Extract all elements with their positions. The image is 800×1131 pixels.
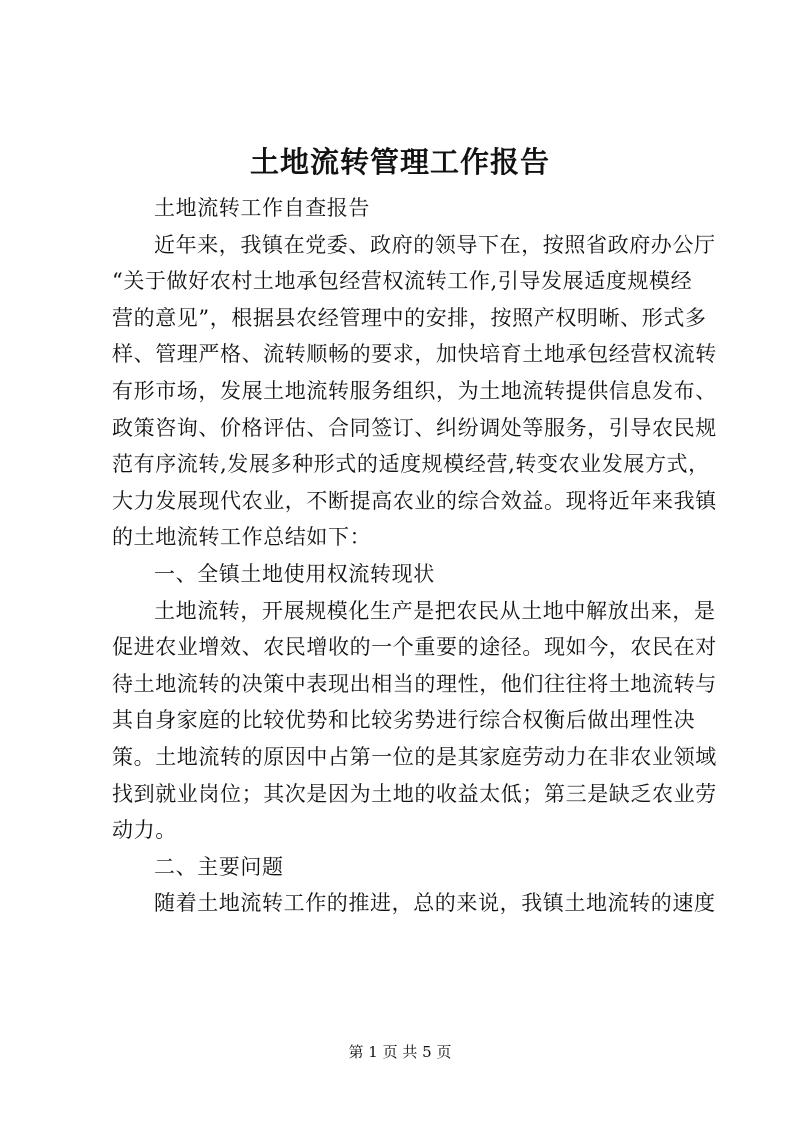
paragraph-line: 政策咨询、价格评估、合同签订、纠纷调处等服务，引导农民规 <box>112 415 717 440</box>
paragraph-line: 其自身家庭的比较优势和比较劣势进行综合权衡后做出理性决 <box>112 708 696 733</box>
paragraph-line: 土地流转，开展规模化生产是把农民从土地中解放出来，是 <box>154 598 716 623</box>
paragraph-line: 促进农业增效、农民增收的一个重要的途径。现如今，农民在对 <box>112 635 717 660</box>
page-number-footer: 第 1 页 共 5 页 <box>348 1043 452 1061</box>
paragraph-line: 的土地流转工作总结如下： <box>112 525 372 550</box>
section-heading: 二、主要问题 <box>154 854 284 879</box>
paragraph-line: 随着土地流转工作的推进，总的来说，我镇土地流转的速度 <box>154 891 716 916</box>
document-body <box>112 190 717 922</box>
paragraph-line: 待土地流转的决策中表现出相当的理性，他们往往将土地流转与 <box>112 671 717 696</box>
paragraph-line: 大力发展现代农业，不断提高农业的综合效益。现将近年来我镇 <box>112 488 717 513</box>
subtitle-line: 土地流转工作自查报告 <box>154 196 370 220</box>
paragraph-line: 样、管理严格、流转顺畅的要求，加快培育土地承包经营权流转 <box>112 342 717 367</box>
paragraph-line: 策。土地流转的原因中占第一位的是其家庭劳动力在非农业领域 <box>112 744 717 769</box>
paragraph-line: “关于做好农村土地承包经营权流转工作,引导发展适度规模经 <box>112 269 693 294</box>
paragraph-line: 营的意见”，根据县农经管理中的安排，按照产权明晰、形式多 <box>112 305 707 330</box>
paragraph-line: 找到就业岗位；其次是因为土地的收益太低；第三是缺乏农业劳 <box>112 781 717 806</box>
paragraph-line: 近年来，我镇在党委、政府的领导下在，按照省政府办公厅 <box>154 232 716 257</box>
paragraph-line: 动力。 <box>112 818 177 843</box>
paragraph-line: 范有序流转,发展多种形式的适度规模经营,转变农业发展方式， <box>112 452 710 477</box>
paragraph-line: 有形市场，发展土地流转服务组织，为土地流转提供信息发布、 <box>112 378 717 403</box>
section-heading: 一、全镇土地使用权流转现状 <box>154 561 435 586</box>
document-title: 土地流转管理工作报告 <box>249 145 550 179</box>
